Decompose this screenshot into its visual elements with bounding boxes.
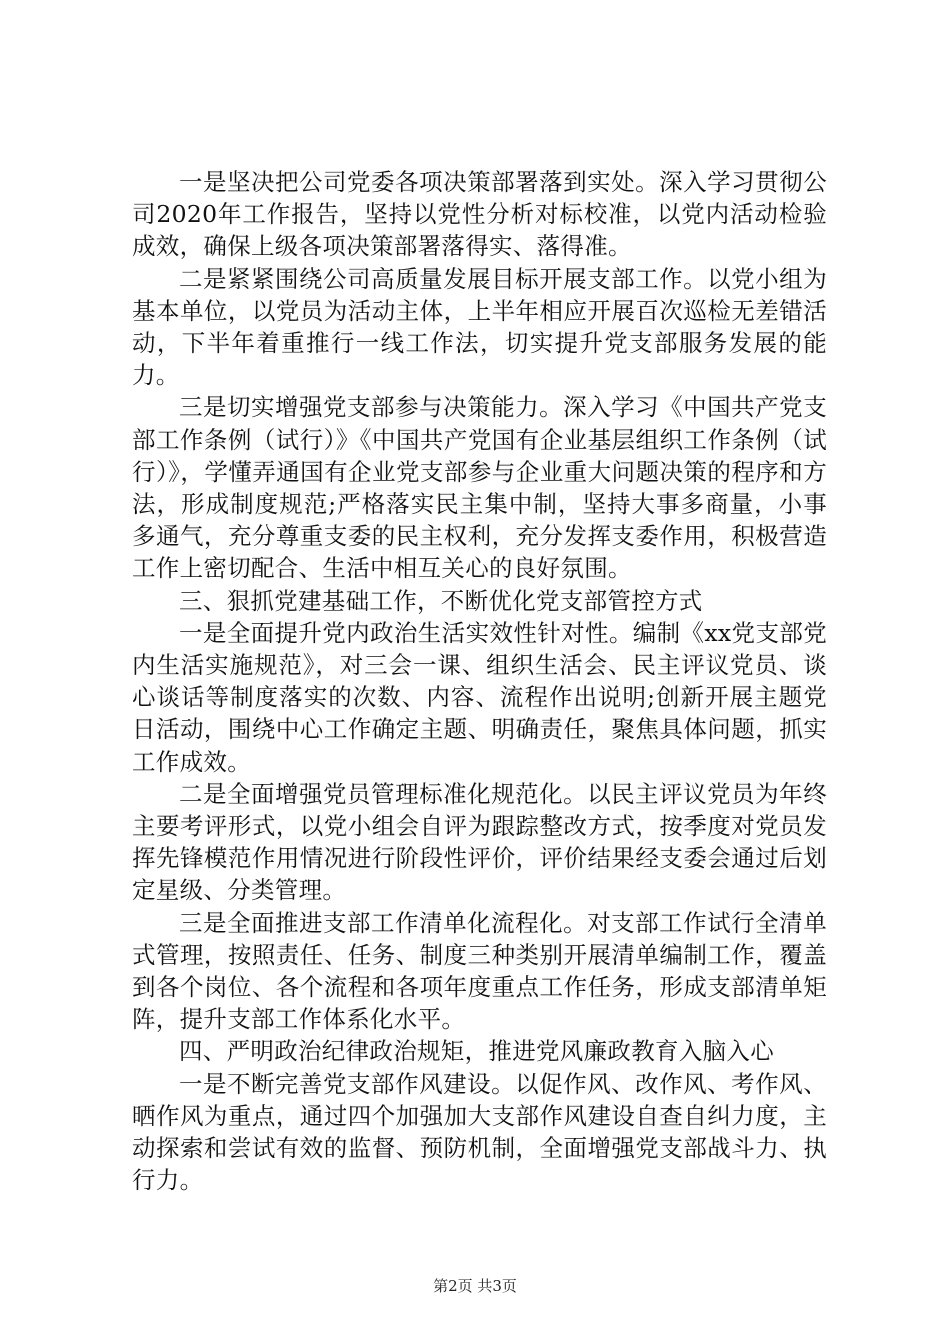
paragraph-3: 三是切实增强党支部参与决策能力。深入学习《中国共产党支部工作条例（试行）》《中国共产党国有企业基层组织工作条例（试行）》，学懂弄通国有企业党支部参与企业重大问题决策的程序和方法，形成制度规范;严格落实民主集中制，坚持大事多商量，小事多通气，充分尊重支委的民主权利，充分发挥支委作用，积极营造工作上密切配合、生活中相互关心的良好氛围。 [132,393,827,583]
paragraph-4: 一是全面提升党内政治生活实效性针对性。编制《xx党支部党内生活实施规范》，对三会一课、组织生活会、民主评议党员、谈心谈话等制度落实的次数、内容、流程作出说明;创新开展主题党日活动，围绕中心工作确定主题、明确责任，聚焦具体问题，抓实工作成效。 [132,618,827,776]
paragraph-1: 一是坚决把公司党委各项决策部署落到实处。深入学习贯彻公司2020年工作报告，坚持以党性分析对标校准，以党内活动检验成效，确保上级各项决策部署落得实、落得准。 [132,168,827,261]
paragraph-7: 一是不断完善党支部作风建设。以促作风、改作风、考作风、晒作风为重点，通过四个加强加大支部作风建设自查自纠力度，主动探索和尝试有效的监督、预防机制，全面增强党支部战斗力、执行力。 [132,1069,827,1195]
paragraph-6: 三是全面推进支部工作清单化流程化。对支部工作试行全清单式管理，按照责任、任务、制度三种类别开展清单编制工作，覆盖到各个岗位、各个流程和各项年度重点工作任务，形成支部清单矩阵，提升支部工作体系化水平。 [132,908,827,1034]
page-number-footer: 第2页 共3页 [433,1277,517,1295]
section-heading-4: 四、严明政治纪律政治规矩，推进党风廉政教育入脑入心 [179,1037,774,1066]
paragraph-5: 二是全面增强党员管理标准化规范化。以民主评议党员为年终主要考评形式，以党小组会自评为跟踪整改方式，按季度对党员发挥先锋模范作用情况进行阶段性评价，评价结果经支委会通过后划定星级、分类管理。 [132,779,827,905]
section-heading-3: 三、狠抓党建基础工作，不断优化党支部管控方式 [179,586,703,615]
paragraph-2: 二是紧紧围绕公司高质量发展目标开展支部工作。以党小组为基本单位，以党员为活动主体，上半年相应开展百次巡检无差错活动，下半年着重推行一线工作法，切实提升党支部服务发展的能力。 [132,264,827,390]
document-body [132,166,827,1197]
